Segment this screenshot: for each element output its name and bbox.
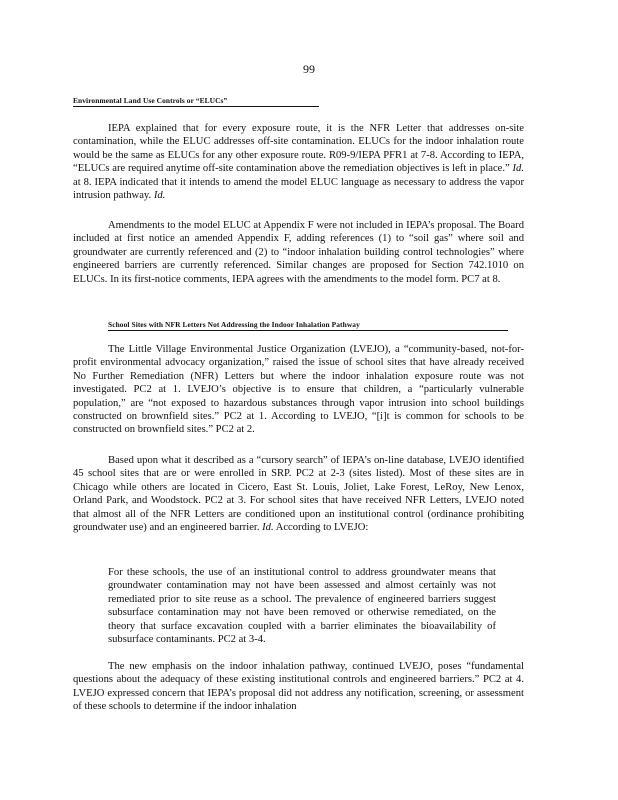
citation-id: Id. bbox=[512, 163, 524, 175]
paragraph-lvejo-intro: The Little Village Environmental Justice Organization (LVEJO), a “community-based, not-for-profit environmental advocacy organization,” raised the issue of school sites that have already received No Further Remediation (NFR) Letters but where the indoor inhalation exposure route was not investigated. PC2 at 1. LVEJO’s objective is to ensure that children, a “particularly vulnerable population,” are “not exposed to hazardous substances through vapor intrusion into school buildings constructed on brownfield sites.” PC2 at 1. According to LVEJO, “[i]t is common for schools to be constructed on brownfield sites.” PC2 at 2. bbox=[73, 344, 524, 436]
paragraph-amendments: Amendments to the model ELUC at Appendix F were not included in IEPA’s proposal. The Board included at first notice an amended Appendix F, adding references (1) to “soil gas” where soil and groundwater are currently referenced and (2) to “indoor inhalation building control technologies” where engineered barriers are currently referenced. Similar changes are proposed for Section 742.1010 on ELUCs. In its first-notice comments, IEPA agrees with the amendments to the model form. PC7 at 8. bbox=[73, 220, 524, 285]
paragraph-text: Based upon what it described as a “cursory search” of IEPA’s on-line database, LVEJO identified 45 school sites that are or were enrolled in SRP. PC2 at 2-3 (sites listed). Most of these sites are in Chicago while others are located in Cicero, East St. Louis, Joliet, Lake Forest, LeRoy, New Lenox, Orland Park, and Woodstock. PC2 at 3. For school sites that have received NFR Letters, LVEJO noted that almost all of the NFR Letters are conditioned upon an institutional control (ordinance prohibiting groundwater use) and an engineered barrier. bbox=[73, 455, 524, 534]
citation-id: Id. bbox=[153, 190, 166, 202]
section-heading-eluc: Environmental Land Use Controls or “ELUCs” bbox=[73, 96, 319, 107]
paragraph-text-continued: at 8. IEPA indicated that it intends to amend the model ELUC language as necessary to address the vapor intrusion pathway. bbox=[73, 176, 524, 202]
paragraph-new-emphasis: The new emphasis on the indoor inhalation pathway, continued LVEJO, poses “fundamental questions about the adequacy of these existing institutional controls and engineered barriers.” PC2 at 4. LVEJO expressed concern that IEPA’s proposal did not address any notification, screening, or assessment of these schools to determine if the indoor inhalation bbox=[73, 661, 524, 713]
paragraph-cursory-search bbox=[73, 454, 524, 534]
page-number: 99 bbox=[303, 62, 315, 76]
paragraph-iepa-explained bbox=[73, 122, 524, 202]
section-heading-school-sites: School Sites with NFR Letters Not Addressing the Indoor Inhalation Pathway bbox=[108, 320, 508, 331]
citation-id: Id. bbox=[262, 522, 274, 534]
paragraph-text-continued: According to LVEJO: bbox=[275, 522, 369, 534]
paragraph-text: IEPA explained that for every exposure route, it is the NFR Letter that addresses on-site contamination, while the ELUC addresses off-site contamination. ELUCs for the indoor inhalation route would be the same as ELUCs for any other exposure route. R09-9/IEPA PFR1 at 7-8. According to IEPA, “ELUCs are required anytime off-site contamination above the remediation objectives is left in place.” bbox=[73, 123, 524, 175]
block-quote: For these schools, the use of an institutional control to address groundwater means that groundwater contamination may not have been assessed and almost certainly was not remediated prior to site reuse as a school. The prevalence of engineered barriers suggest subsurface contamination may not have been removed or otherwise remediated, on the theory that surface excavation coupled with a barrier eliminates the bioavailability of subsurface contaminants. PC2 at 3-4. bbox=[108, 567, 496, 646]
